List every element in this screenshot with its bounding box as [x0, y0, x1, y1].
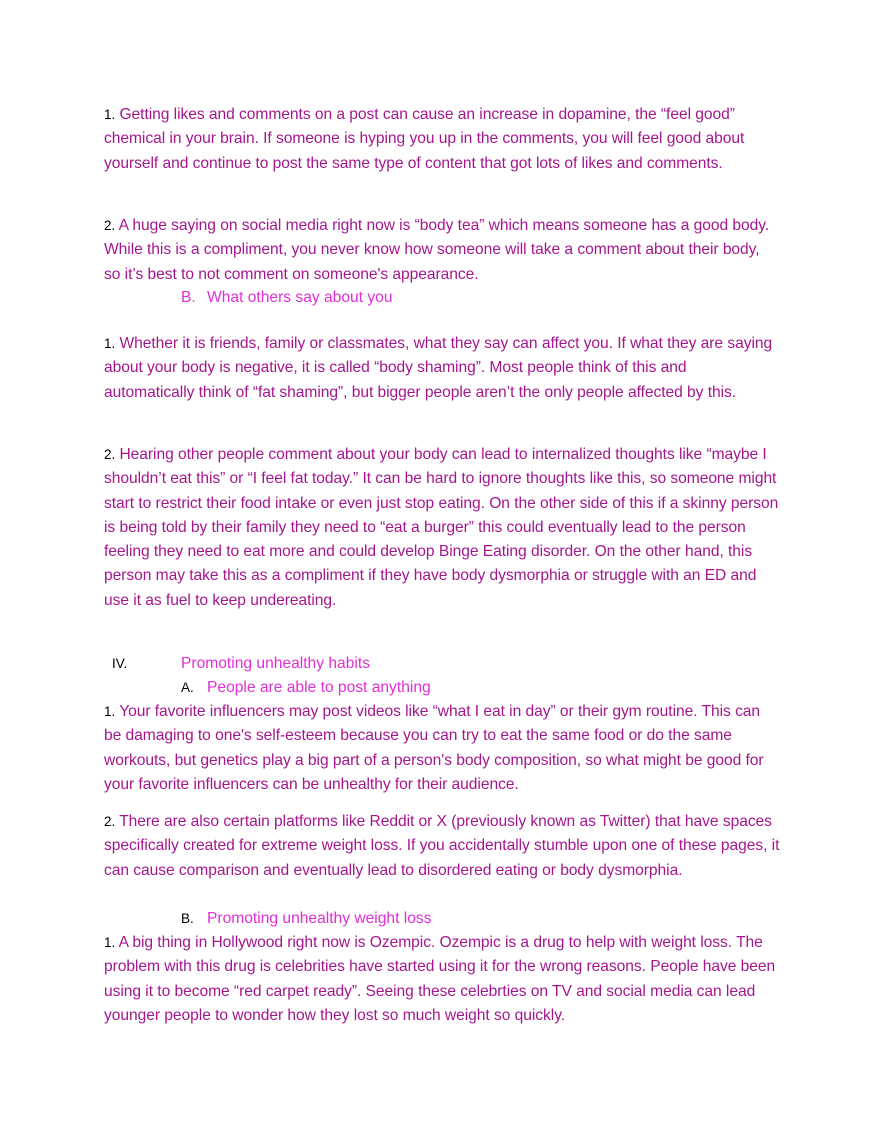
item-number: 1.: [104, 107, 116, 122]
subheading-title: Promoting unhealthy weight loss: [207, 910, 432, 927]
subheading-title: People are able to post anything: [207, 679, 431, 696]
paragraph-text: Whether it is friends, family or classmates, what they say can affect you. If what they are saying about your body is negative, it is called “body shaming”. Most people think of this and automatically think of “fat shaming”, but bigger people aren’t the only people affected by this.: [104, 335, 773, 401]
paragraph-item: [104, 214, 780, 287]
subheading-marker: B.: [181, 289, 196, 306]
paragraph-text: Your favorite influencers may post videos like “what I eat in day” or their gym routine. This can be damaging to one's self-esteem because you can try to eat the same food or do the same workouts, but genetics play a big part of a person's body composition, so what might be good for your favorite influencers can be unhealthy for their audience.: [104, 703, 764, 793]
paragraph-text: Getting likes and comments on a post can cause an increase in dopamine, the “feel good” chemical in your brain. If someone is hyping you up in the comments, you will feel good about yourself and continue to post the same type of content that got lots of likes and comments.: [104, 106, 745, 172]
subheading-title: What others say about you: [207, 289, 393, 306]
paragraph-item: [104, 332, 780, 405]
item-number: 1.: [104, 935, 116, 950]
paragraph-text: A huge saying on social media right now is “body tea” which means someone has a good body. While this is a compliment, you never know how someone will take a comment about their body, so it’s best to not comment on someone's appearance.: [104, 217, 770, 283]
paragraph-text: Hearing other people comment about your body can lead to internalized thoughts like “maybe I shouldn’t eat this” or “I feel fat today.” It can be hard to ignore thoughts like this, so someone might start to restrict their food intake or even just stop eating. On the other side of this if a skinny person is being told by their family they need to “eat a burger” this could eventually lead to the person feeling they need to eat more and could develop Binge Eating disorder. On the other hand, this person may take this as a compliment if they have body dysmorphia or struggle with an ED and use it as fuel to keep undereating.: [104, 446, 779, 609]
paragraph-item: [104, 700, 780, 797]
item-number: 1.: [104, 336, 116, 351]
subheading-marker: B.: [181, 911, 194, 926]
item-number: 2.: [104, 218, 116, 233]
subheading-marker: A.: [181, 680, 194, 695]
item-number: 1.: [104, 704, 116, 719]
paragraph-item: [104, 103, 780, 176]
paragraph-item: [104, 931, 780, 1028]
paragraph-item: [104, 810, 780, 883]
paragraph-text: A big thing in Hollywood right now is Ozempic. Ozempic is a drug to help with weight loss. The problem with this drug is celebrities have started using it for the wrong reasons. People have been using it to become “red carpet ready”. Seeing these celebrties on TV and social media can lead younger people to wonder how they lost so much weight so quickly.: [104, 934, 776, 1024]
item-number: 2.: [104, 814, 116, 829]
section-title: Promoting unhealthy habits: [181, 655, 370, 672]
paragraph-text: There are also certain platforms like Reddit or X (previously known as Twitter) that have spaces specifically created for extreme weight loss. If you accidentally stumble upon one of these pages, it can cause comparison and eventually lead to disordered eating or body dysmorphia.: [104, 813, 780, 879]
section-marker: IV.: [112, 656, 128, 671]
item-number: 2.: [104, 447, 116, 462]
paragraph-item: [104, 443, 780, 613]
